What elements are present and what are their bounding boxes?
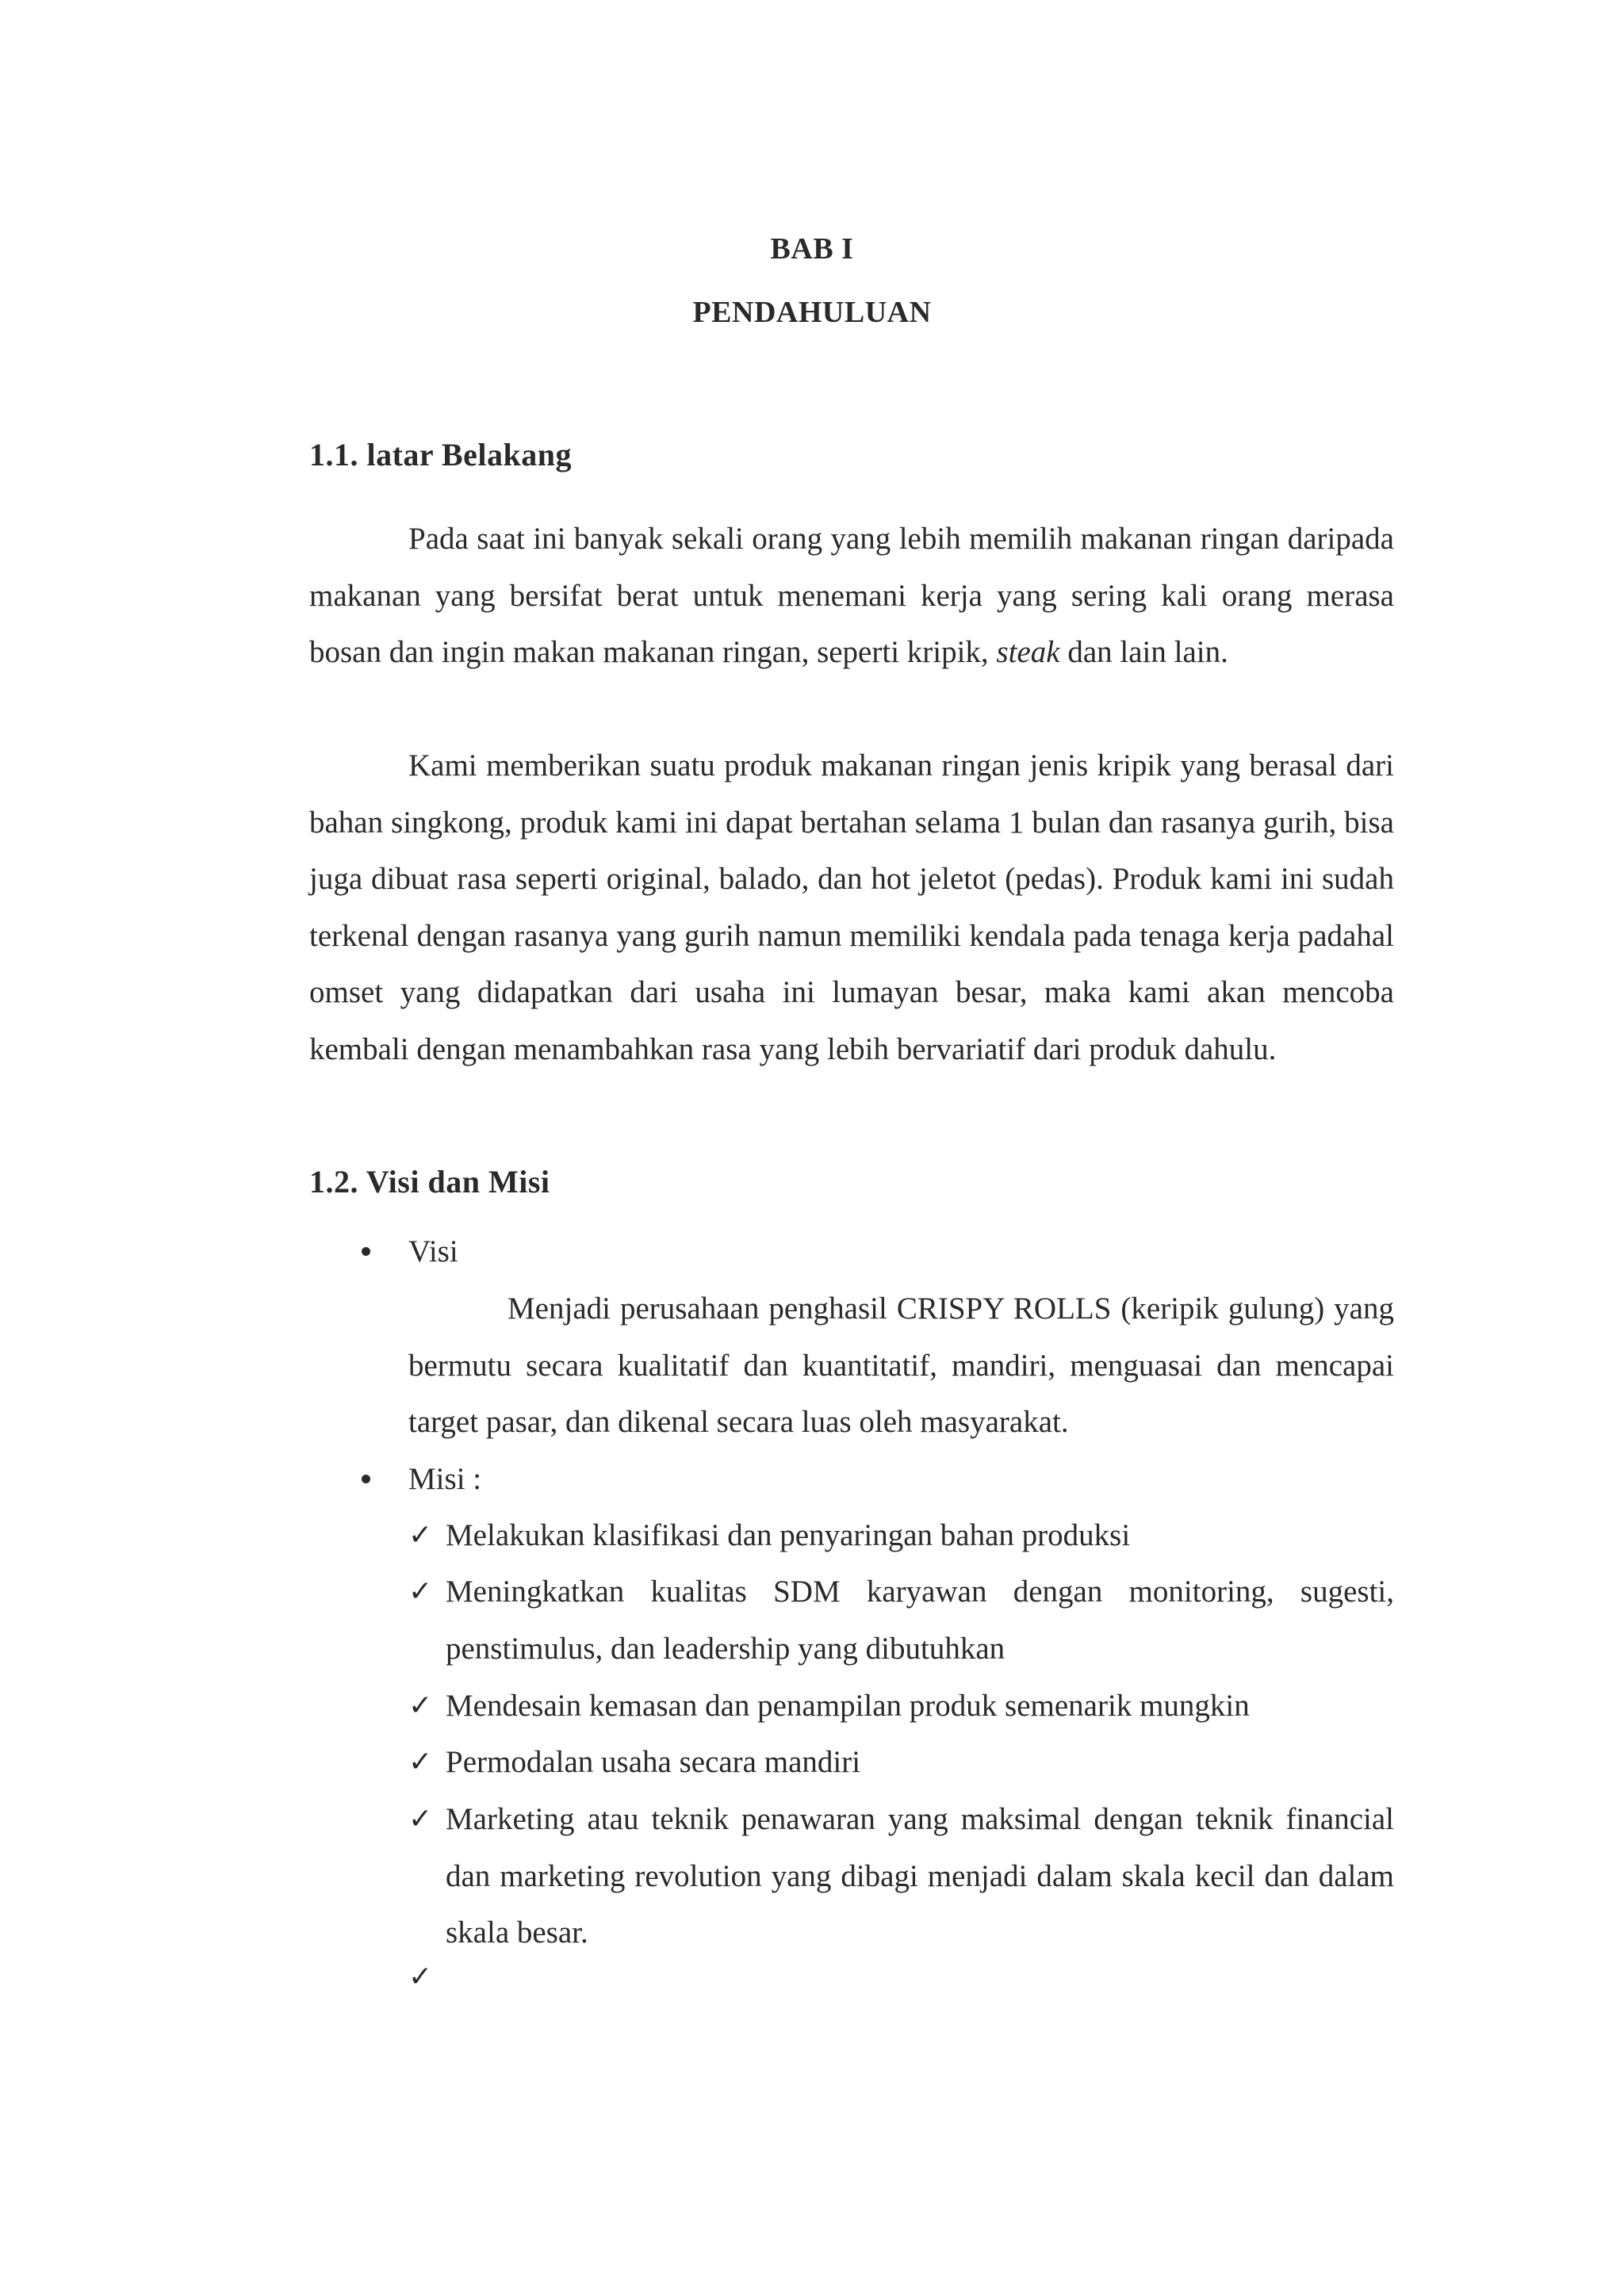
check-icon: ✓ xyxy=(408,1803,433,1835)
check-icon: ✓ xyxy=(408,1575,433,1608)
bullet-dot xyxy=(362,1247,370,1256)
misi-item: Melakukan klasifikasi dan penyaringan bahan produksi xyxy=(446,1518,1131,1552)
misi-item: Meningkatkan kualitas SDM karyawan dengan monitoring, sugesti, penstimulus, dan leadership yang dibutuhkan xyxy=(446,1575,1394,1666)
misi-item: Mendesain kemasan dan penampilan produk semenarik mungkin xyxy=(446,1689,1250,1723)
paragraph-1-text: Pada saat ini banyak sekali orang yang lebih memilih makanan ringan daripada makanan yang bersifat berat untuk menemani kerja yang sering kali orang merasa bosan dan ingin makan makanan ringan, seperti kripik, xyxy=(309,522,1394,669)
misi-label: Misi : xyxy=(408,1462,482,1496)
visi-paragraph: Menjadi perusahaan penghasil CRISPY ROLLS (keripik gulung) yang bermutu secara kualitatif dan kuantitatif, mandiri, menguasai dan mencapai target pasar, dan dikenal secara luas oleh masyarakat. xyxy=(408,1292,1394,1439)
visi-label: Visi xyxy=(408,1234,458,1269)
section-1-2-title: 1.2. Visi dan Misi xyxy=(309,1164,550,1200)
check-icon: ✓ xyxy=(408,1689,433,1722)
misi-item: Marketing atau teknik penawaran yang maksimal dengan teknik financial dan marketing revolution yang dibagi menjadi dalam skala kecil dan dalam skala besar. xyxy=(446,1802,1394,1950)
misi-item: Permodalan usaha secara mandiri xyxy=(446,1745,861,1779)
section-1-1-paragraph-1 xyxy=(309,511,1394,681)
italic-term: steak xyxy=(996,635,1060,669)
chapter-label: BAB I xyxy=(770,232,854,266)
check-icon: ✓ xyxy=(408,1746,433,1778)
bullet-dot xyxy=(362,1475,370,1483)
check-icon: ✓ xyxy=(408,1961,433,1993)
section-1-1-title: 1.1. latar Belakang xyxy=(309,437,573,473)
paragraph-1-tail: dan lain lain. xyxy=(1067,635,1228,669)
check-icon: ✓ xyxy=(408,1519,433,1552)
section-1-1-paragraph-2: Kami memberikan suatu produk makanan ringan jenis kripik yang berasal dari bahan singkong, produk kami ini dapat bertahan selama 1 bulan dan rasanya gurih, bisa juga dibuat rasa seperti original, balado, dan hot jeletot (pedas). Produk kami ini sudah terkenal dengan rasanya yang gurih namun memiliki kendala pada tenaga kerja padahal omset yang didapatkan dari usaha ini lumayan besar, maka kami akan mencoba kembali dengan menambahkan rasa yang lebih bervariatif dari produk dahulu. xyxy=(309,748,1394,1066)
chapter-title: PENDAHULUAN xyxy=(692,296,932,329)
